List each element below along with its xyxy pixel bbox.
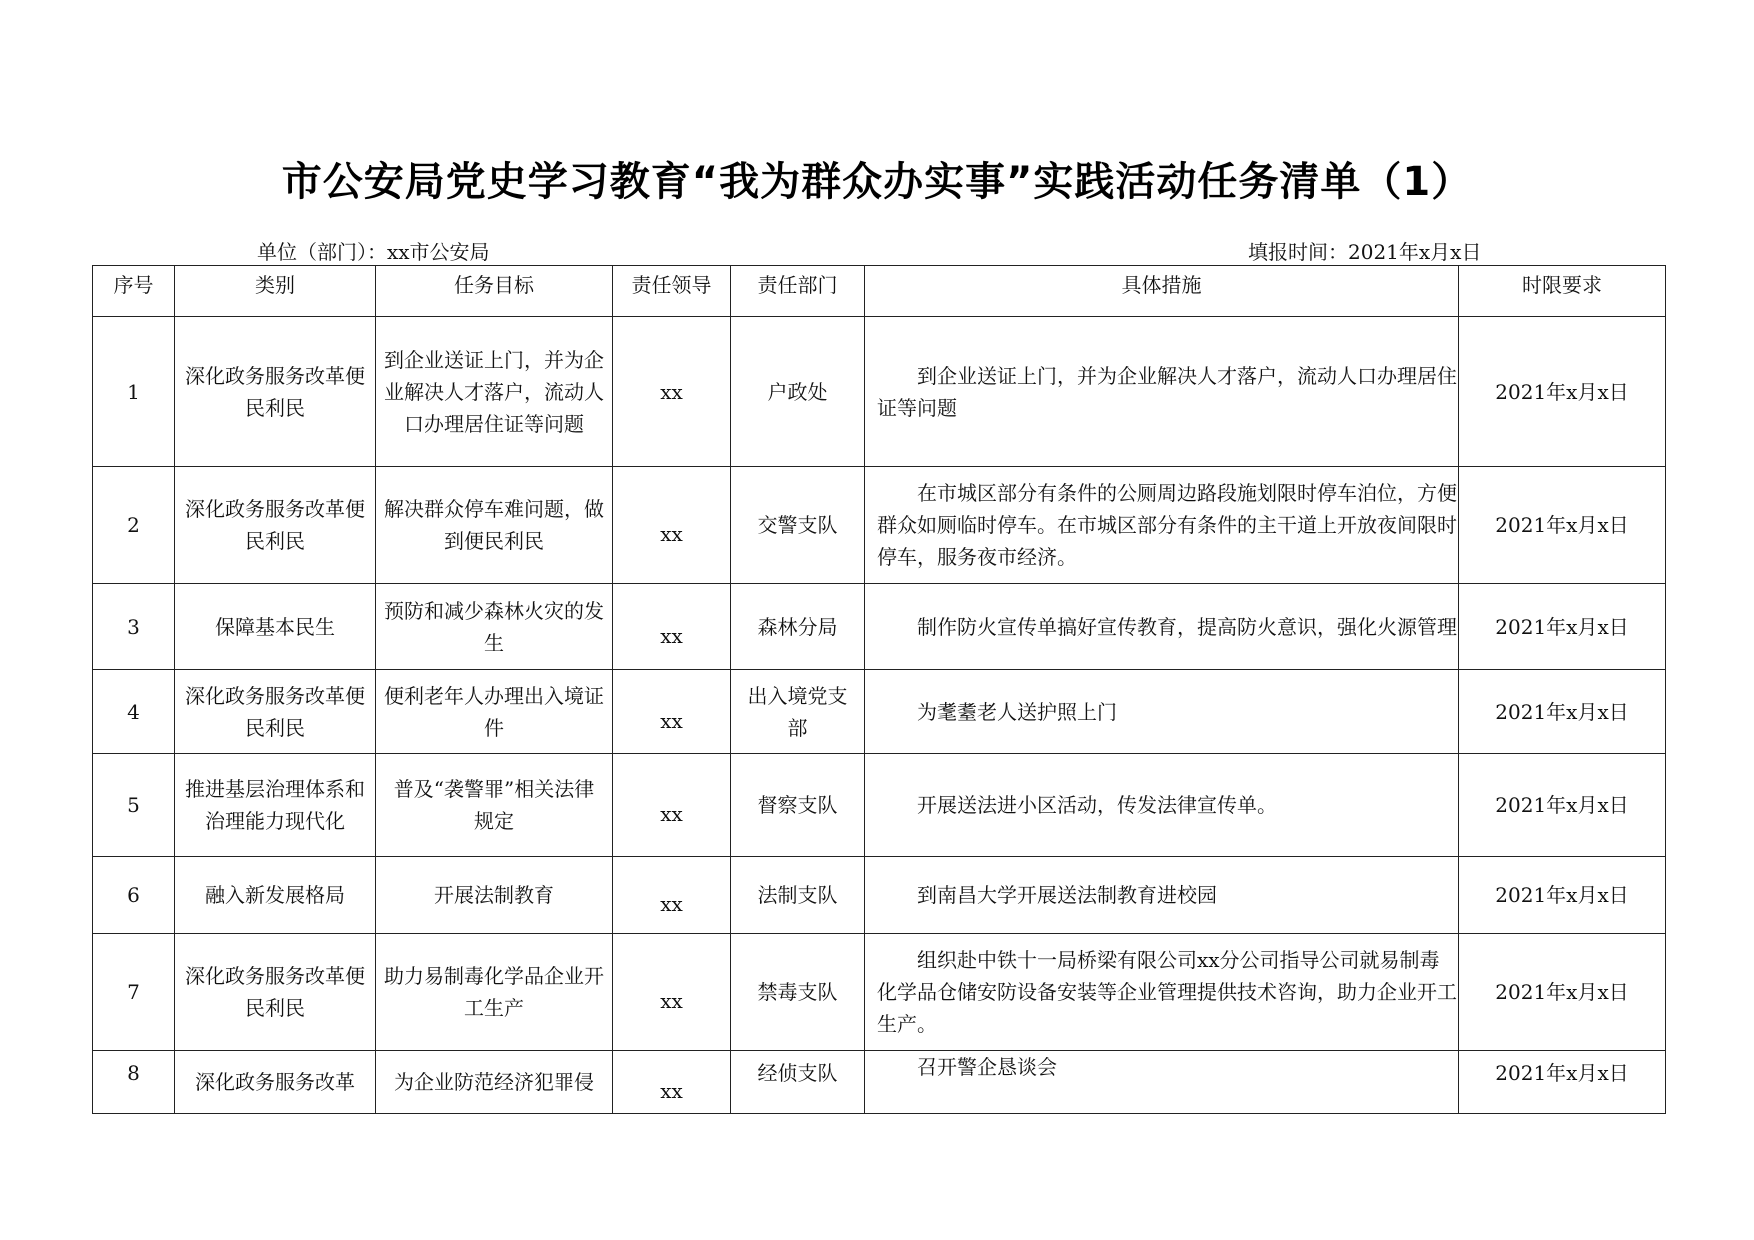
- header-cell-no: 序号: [93, 266, 175, 317]
- cell-leader: xx: [613, 1051, 731, 1114]
- header-cell-category: 类别: [175, 266, 376, 317]
- table-row: [93, 467, 1666, 584]
- cell-category: 推进基层治理体系和治理能力现代化: [175, 754, 376, 857]
- cell-no: 3: [93, 584, 175, 670]
- cell-no: 7: [93, 934, 175, 1051]
- cell-measure: 召开警企恳谈会: [865, 1051, 1459, 1114]
- cell-goal: 便利老年人办理出入境证件: [376, 670, 613, 754]
- cell-category: 保障基本民生: [175, 584, 376, 670]
- cell-deadline: 2021年x月x日: [1459, 754, 1666, 857]
- document-title: 市公安局党史学习教育“我为群众办实事”实践活动任务清单（1）: [281, 159, 1473, 205]
- cell-deadline: 2021年x月x日: [1459, 317, 1666, 467]
- cell-no: 8: [93, 1051, 175, 1114]
- table-row: [93, 670, 1666, 754]
- cell-dept: 经侦支队: [731, 1051, 865, 1114]
- cell-dept: 交警支队: [731, 467, 865, 584]
- cell-measure: 开展送法进小区活动，传发法律宣传单。: [865, 754, 1459, 857]
- table-row: [93, 1051, 1666, 1114]
- table-row: [93, 754, 1666, 857]
- cell-leader: xx: [613, 857, 731, 934]
- cell-goal: 解决群众停车难问题，做到便民利民: [376, 467, 613, 584]
- cell-goal: 为企业防范经济犯罪侵: [376, 1051, 613, 1114]
- cell-deadline: 2021年x月x日: [1459, 1051, 1666, 1114]
- cell-category: 深化政务服务改革便民利民: [175, 670, 376, 754]
- cell-leader: xx: [613, 670, 731, 754]
- cell-dept: 禁毒支队: [731, 934, 865, 1051]
- table-header-row: [93, 266, 1666, 317]
- header-cell-deadline: 时限要求: [1459, 266, 1666, 317]
- fill-time-label: 填报时间：2021年x月x日: [1248, 240, 1482, 264]
- cell-no: 1: [93, 317, 175, 467]
- cell-measure: 在市城区部分有条件的公厕周边路段施划限时停车泊位，方便群众如厕临时停车。在市城区部分有条件的主干道上开放夜间限时停车，服务夜市经济。: [865, 467, 1459, 584]
- cell-leader: xx: [613, 934, 731, 1051]
- cell-leader: xx: [613, 467, 731, 584]
- cell-leader: xx: [613, 317, 731, 467]
- cell-goal: 预防和减少森林火灾的发生: [376, 584, 613, 670]
- task-table: [92, 265, 1666, 1114]
- cell-category: 深化政务服务改革便民利民: [175, 317, 376, 467]
- cell-goal: 到企业送证上门，并为企业解决人才落户，流动人口办理居住证等问题: [376, 317, 613, 467]
- cell-measure: 到南昌大学开展送法制教育进校园: [865, 857, 1459, 934]
- header-cell-dept: 责任部门: [731, 266, 865, 317]
- cell-dept: 户政处: [731, 317, 865, 467]
- table-row: [93, 934, 1666, 1051]
- cell-dept: 法制支队: [731, 857, 865, 934]
- table-row: [93, 857, 1666, 934]
- cell-no: 6: [93, 857, 175, 934]
- cell-dept: 森林分局: [731, 584, 865, 670]
- cell-goal: 助力易制毒化学品企业开工生产: [376, 934, 613, 1051]
- cell-no: 5: [93, 754, 175, 857]
- cell-no: 2: [93, 467, 175, 584]
- cell-leader: xx: [613, 584, 731, 670]
- cell-measure: 制作防火宣传单搞好宣传教育，提高防火意识，强化火源管理: [865, 584, 1459, 670]
- cell-goal: 开展法制教育: [376, 857, 613, 934]
- cell-dept: 督察支队: [731, 754, 865, 857]
- cell-measure: 到企业送证上门，并为企业解决人才落户，流动人口办理居住证等问题: [865, 317, 1459, 467]
- unit-label: 单位（部门）：xx市公安局: [257, 240, 490, 264]
- cell-deadline: 2021年x月x日: [1459, 584, 1666, 670]
- cell-goal: 普及“袭警罪”相关法律规定: [376, 754, 613, 857]
- cell-measure: 为耄耋老人送护照上门: [865, 670, 1459, 754]
- cell-leader: xx: [613, 754, 731, 857]
- cell-deadline: 2021年x月x日: [1459, 934, 1666, 1051]
- cell-measure: 组织赴中铁十一局桥梁有限公司xx分公司指导公司就易制毒化学品仓储安防设备安装等企业管理提供技术咨询，助力企业开工生产。: [865, 934, 1459, 1051]
- header-cell-measure: 具体措施: [865, 266, 1459, 317]
- cell-dept: 出入境党支部: [731, 670, 865, 754]
- cell-deadline: 2021年x月x日: [1459, 467, 1666, 584]
- cell-category: 深化政务服务改革便民利民: [175, 934, 376, 1051]
- cell-category: 深化政务服务改革便民利民: [175, 467, 376, 584]
- cell-category: 深化政务服务改革: [175, 1051, 376, 1114]
- cell-category: 融入新发展格局: [175, 857, 376, 934]
- table-row: [93, 584, 1666, 670]
- cell-deadline: 2021年x月x日: [1459, 857, 1666, 934]
- header-cell-goal: 任务目标: [376, 266, 613, 317]
- header-cell-leader: 责任领导: [613, 266, 731, 317]
- table-row: [93, 317, 1666, 467]
- cell-no: 4: [93, 670, 175, 754]
- cell-deadline: 2021年x月x日: [1459, 670, 1666, 754]
